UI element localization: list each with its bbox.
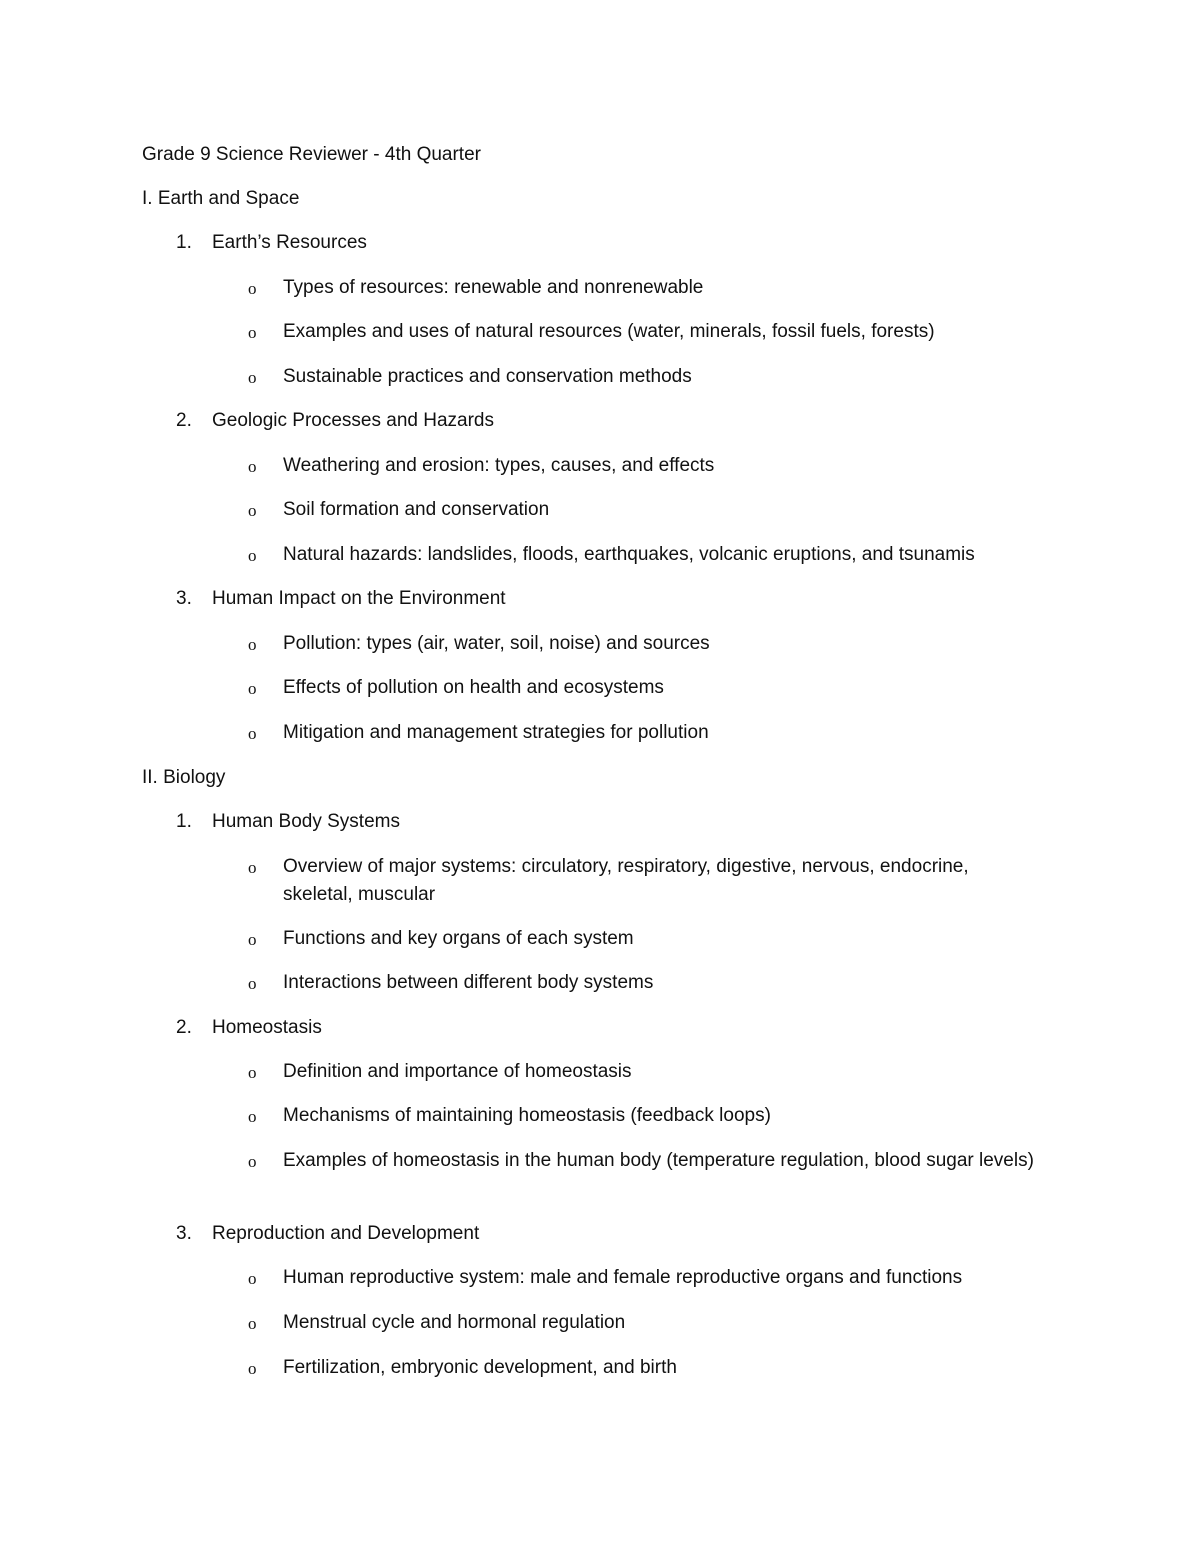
list-item: Examples and uses of natural resources (water, minerals, fossil fuels, forests) (283, 321, 935, 342)
list-item: Definition and importance of homeostasis (283, 1061, 632, 1082)
topic-title-human-impact: Human Impact on the Environment (212, 588, 506, 609)
bullet-icon: o (248, 546, 257, 565)
list-item: Interactions between different body systems (283, 972, 654, 993)
list-item: Mitigation and management strategies for pollution (283, 722, 709, 743)
bullet-icon: o (248, 724, 257, 743)
list-item: Examples of homeostasis in the human body (temperature regulation, blood sugar levels) (283, 1150, 1034, 1171)
topic-title-geologic-processes: Geologic Processes and Hazards (212, 410, 494, 431)
bullet-icon: o (248, 1359, 257, 1378)
bullet-icon: o (248, 323, 257, 342)
list-item: Effects of pollution on health and ecosystems (283, 677, 664, 698)
topic-title-earths-resources: Earth’s Resources (212, 232, 367, 253)
bullet-icon: o (248, 974, 257, 993)
bullet-icon: o (248, 368, 257, 387)
bullet-icon: o (248, 1152, 257, 1171)
list-item: Human reproductive system: male and female reproductive organs and functions (283, 1267, 963, 1288)
bullet-icon: o (248, 930, 257, 949)
list-item: Soil formation and conservation (283, 499, 550, 520)
topic-title-homeostasis: Homeostasis (212, 1017, 322, 1038)
topic-number: 3. (176, 1223, 192, 1244)
list-item: Fertilization, embryonic development, and birth (283, 1357, 677, 1378)
list-item: Menstrual cycle and hormonal regulation (283, 1312, 626, 1333)
bullet-icon: o (248, 635, 257, 654)
topic-number: 1. (176, 811, 192, 832)
bullet-icon: o (248, 858, 257, 877)
topic-number: 1. (176, 232, 192, 253)
document-title: Grade 9 Science Reviewer - 4th Quarter (142, 144, 481, 165)
section-heading-biology: II. Biology (142, 767, 226, 788)
topic-number: 2. (176, 1017, 192, 1038)
bullet-icon: o (248, 1314, 257, 1333)
bullet-icon: o (248, 1269, 257, 1288)
topic-title-reproduction: Reproduction and Development (212, 1223, 480, 1244)
topic-title-human-body-systems: Human Body Systems (212, 811, 400, 832)
list-item: Mechanisms of maintaining homeostasis (feedback loops) (283, 1105, 771, 1126)
list-item: Natural hazards: landslides, floods, earthquakes, volcanic eruptions, and tsunamis (283, 544, 975, 565)
topic-number: 2. (176, 410, 192, 431)
list-item: Weathering and erosion: types, causes, and effects (283, 455, 715, 476)
list-item: Types of resources: renewable and nonrenewable (283, 277, 704, 298)
bullet-icon: o (248, 1107, 257, 1126)
bullet-icon: o (248, 501, 257, 520)
bullet-icon: o (248, 1063, 257, 1082)
topic-number: 3. (176, 588, 192, 609)
list-item: Overview of major systems: circulatory, respiratory, digestive, nervous, endocrine, skeletal, muscular (283, 856, 969, 905)
bullet-icon: o (248, 679, 257, 698)
list-item: Functions and key organs of each system (283, 928, 634, 949)
list-item: Pollution: types (air, water, soil, noise) and sources (283, 633, 710, 654)
bullet-icon: o (248, 457, 257, 476)
list-item: Sustainable practices and conservation methods (283, 366, 692, 387)
section-heading-earth-and-space: I. Earth and Space (142, 188, 300, 209)
bullet-icon: o (248, 279, 257, 298)
